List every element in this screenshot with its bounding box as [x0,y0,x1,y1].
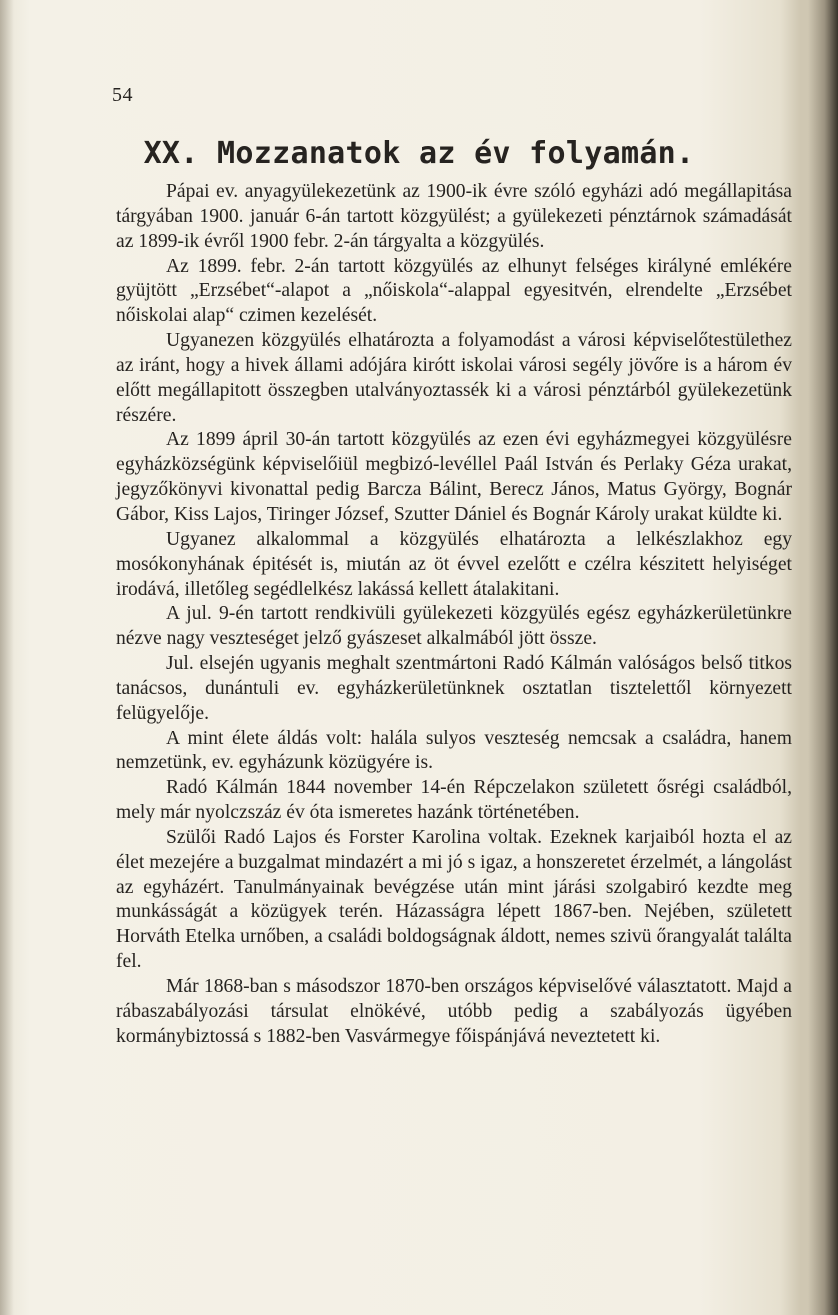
book-spine-shadow [808,0,838,1315]
paragraph: Pápai ev. anyagyülekezetünk az 1900-ik évre szóló egyházi adó megállapitása tárgyában 1900. január 6-án tartott közgyülést; a gyülekezeti pénztárnok számadását az 1899-ik évről 1900 febr. 2-án tárgyalta a közgyülés. [116,181,792,252]
paragraph: Már 1868-ban s másodszor 1870-ben országos képviselővé választatott. Majd a rábaszabályozási társulat elnökévé, utóbb pedig a szabályozás ügyében kormánybiztossá s 1882-ben Vasvármegye főispánjává neveztetett ki. [116,976,792,1047]
page-edge-shadow [0,0,14,1315]
chapter-title: XX. Mozzanatok az év folyamán. [143,136,695,171]
paragraph: A jul. 9-én tartott rendkivüli gyülekezeti közgyülés egész egyházkerületünkre nézve nagy veszteséget jelző gyászeset alkalmából jött össze. [116,603,792,650]
paragraph: Radó Kálmán 1844 november 14-én Répczelakon született ősrégi családból, mely már nyolczszáz év óta ismeretes hazánk történetében. [116,777,792,824]
paragraph: A mint élete áldás volt: halála sulyos veszteség nemcsak a családra, hanem nemzetünk, ev. egyházunk közügyére is. [116,727,792,774]
page-number: 54 [112,84,133,106]
paragraph: Az 1899. febr. 2-án tartott közgyülés az elhunyt felséges királyné emlékére gyüjtött „Erzsébet“-alapot a „nőiskola“-alappal egyesitvén, elrendelte „Erzsébet nőiskolai alap“ czimen kezelését. [116,255,792,327]
paragraph: Az 1899 ápril 30-án tartott közgyülés az ezen évi egyházmegyei közgyülésre egyházközségünk képviselőiül megbizó-levéllel Paál István és Perlaky Géza urakat, jegyzőkönyvi kivonattal pedig Barcza Bálint, Berecz János, Matus György, Bognár Gábor, Kiss Lajos, Tiringer József, Szutter Dániel és Bognár Károly urakat küldte ki. [116,429,792,525]
paragraph: Szülői Radó Lajos és Forster Karolina voltak. Ezeknek karjaiból hozta el az élet mezejére a buzgalmat mindazért a mi jó s igaz, a honszeretet érzelmét, a lángolást az egyházért. Tanulmányainak bevégzése után mint járási szolgabiró kezdte meg munkásságát a közügyek terén. Házasságra lépett 1867-ben. Nejében, született Horváth Etelka urnőben, a családi boldogságnak áldott, nemes szivü őrangyalát találta fel. [116,826,792,973]
paragraph: Ugyanez alkalommal a közgyülés elhatározta a lelkészlakhoz egy mosókonyhának épitését is, miután az öt évvel ezelőtt e czélra készitett helyiséget irodává, illetőleg segédlelkész lakássá kellett átalakitani. [116,528,792,600]
body-text [116,180,792,1050]
paragraph: Jul. elsején ugyanis meghalt szentmártoni Radó Kálmán valóságos belső titkos tanácsos, dunántuli ev. egyházkerületünknek osztatlan tisztelettől környezett felügyelője. [116,653,792,724]
paragraph: Ugyanezen közgyülés elhatározta a folyamodást a városi képviselőtestülethez az iránt, hogy a hivek állami adójára kirótt iskolai városi segély jövőre is a három év előtt megállapitott összegben utalványoztassék ki a városi pénztárból gyülekezetünk részére. [116,330,792,426]
